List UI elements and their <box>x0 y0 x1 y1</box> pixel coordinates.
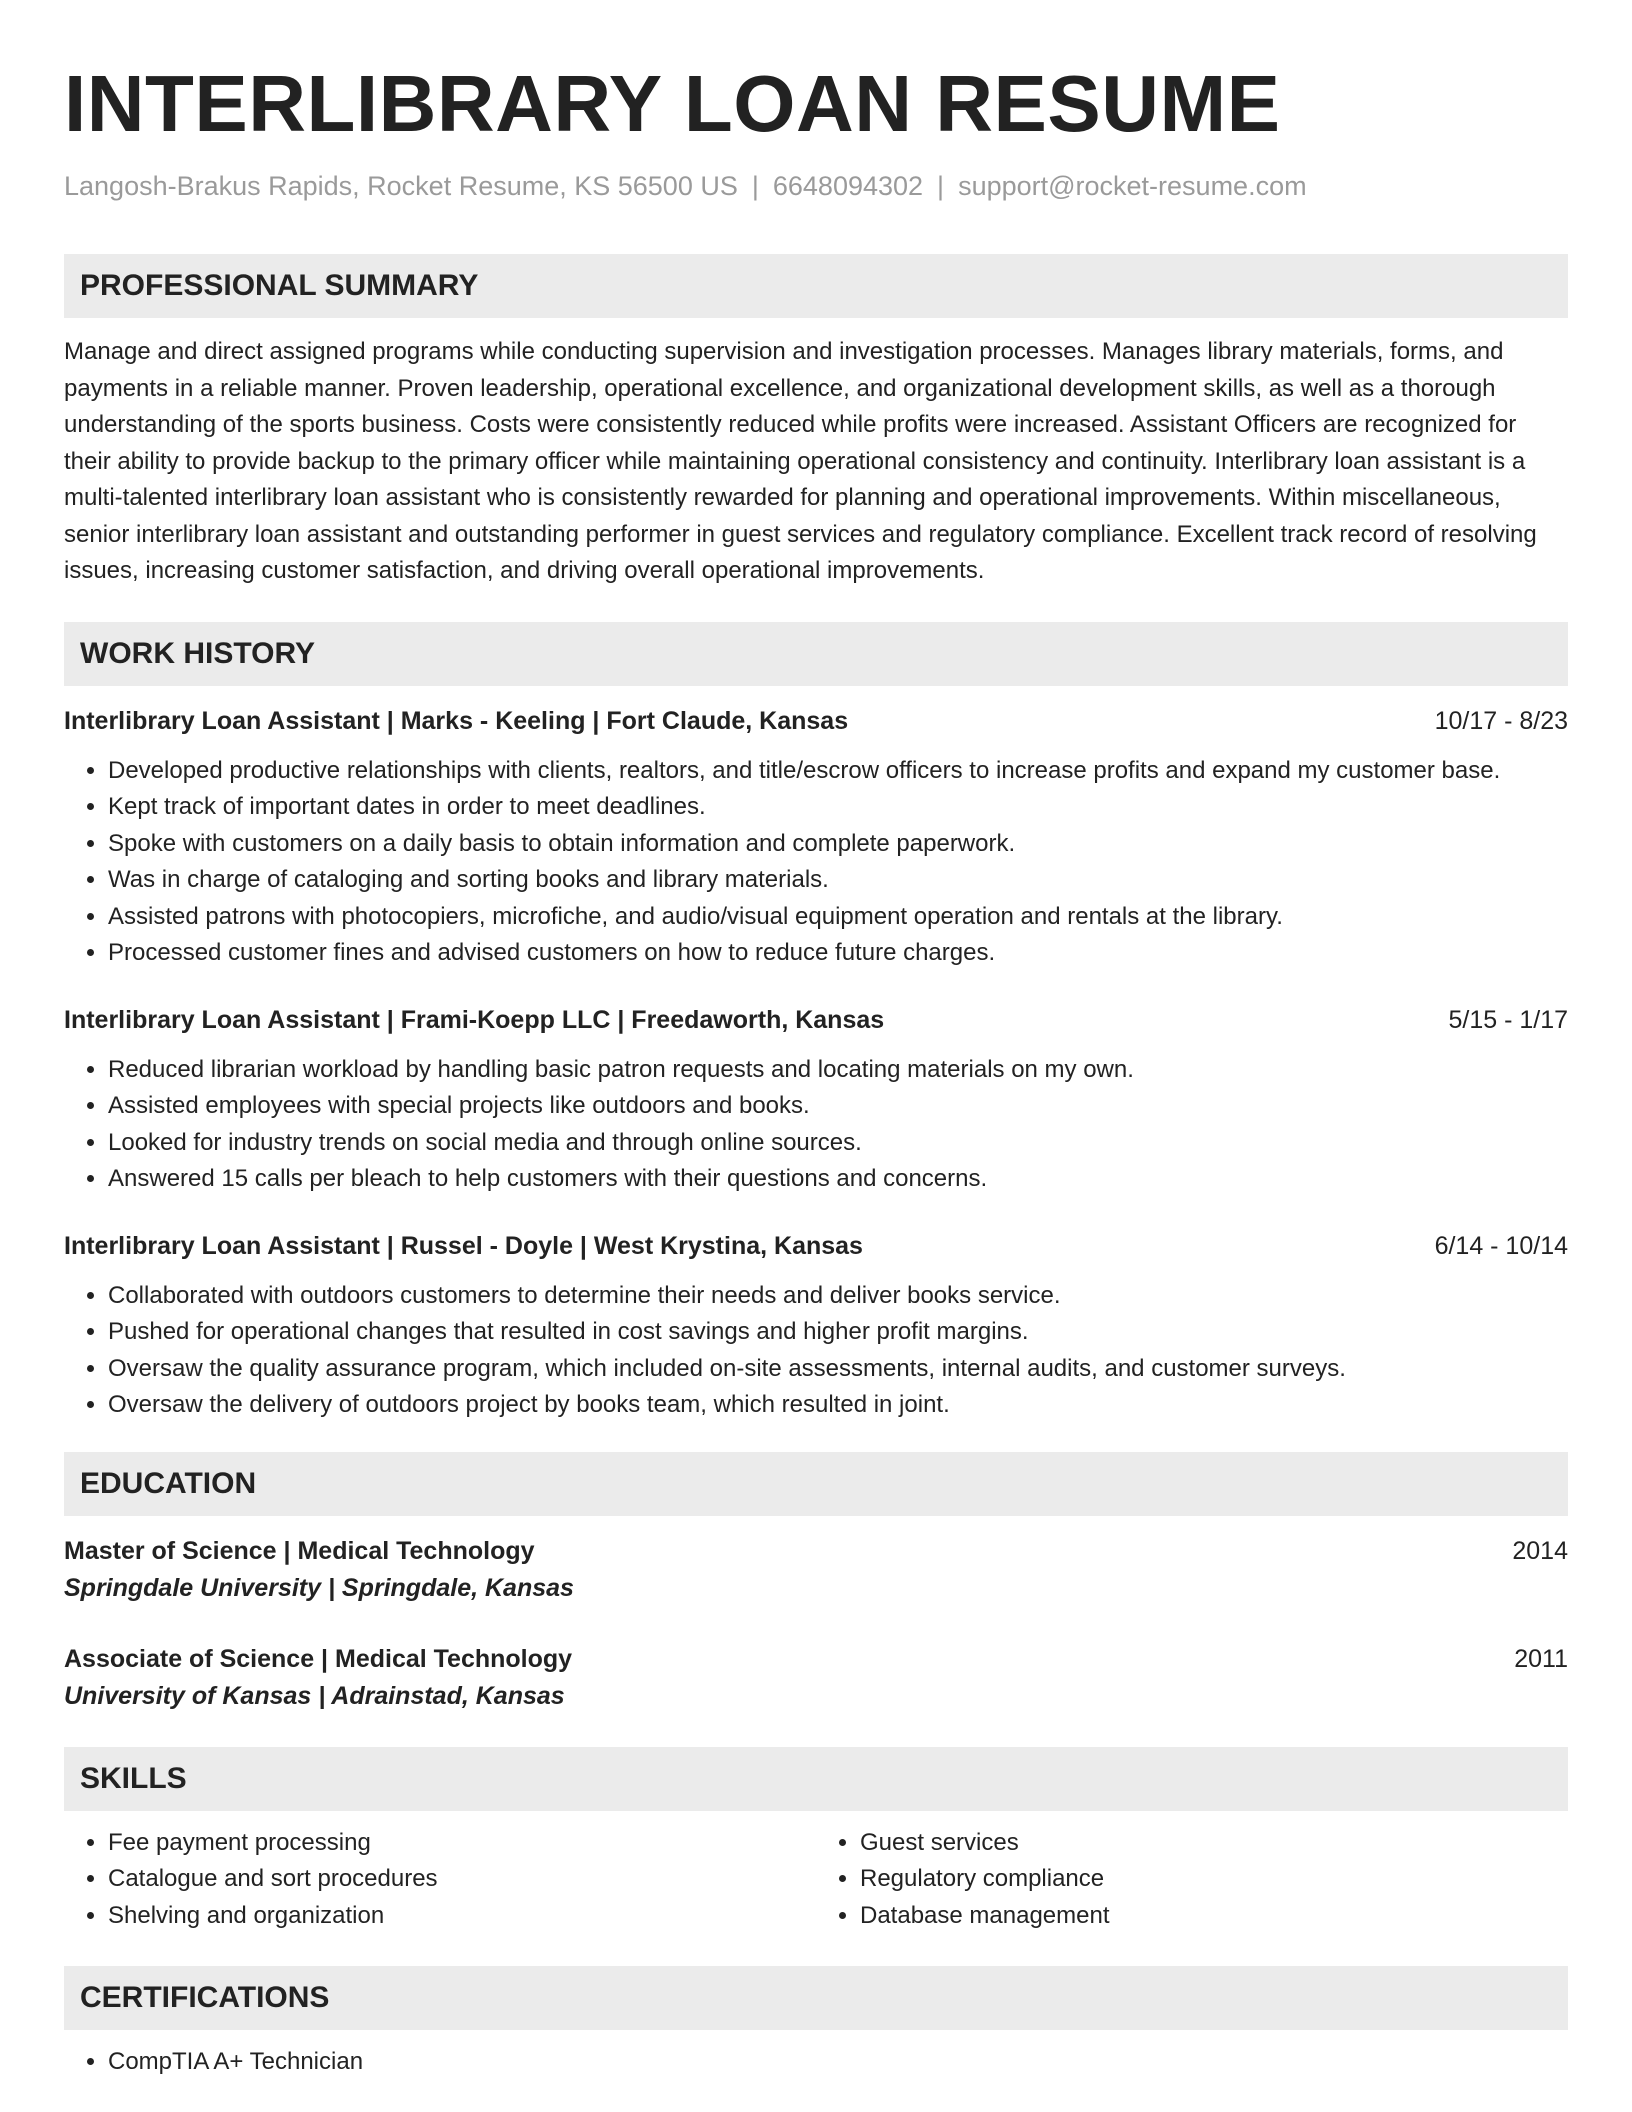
section-heading: SKILLS <box>80 1761 187 1795</box>
education-year: 2014 <box>1512 1536 1568 1565</box>
skills-list-right <box>816 1825 1568 1935</box>
job-entry <box>64 1002 1568 1198</box>
contact-address: Langosh-Brakus Rapids, Rocket Resume, KS 56500 US <box>64 171 738 201</box>
section-heading: EDUCATION <box>80 1466 257 1500</box>
education-entry <box>64 1641 1568 1715</box>
job-title: Interlibrary Loan Assistant | Russel - Doyle | West Krystina, Kansas <box>64 1231 863 1260</box>
job-dates: 5/15 - 1/17 <box>1448 1005 1568 1034</box>
contact-email: support@rocket-resume.com <box>958 171 1307 201</box>
summary-text: Manage and direct assigned programs while conducting supervision and investigation processes. Manages library materials, forms, and payments in a reliable manner. Proven leadership, operational excellence, and organizational development skills, as well as a thorough understanding of the sports business. Costs were consistently reduced while profits were increased. Assistant Officers are recognized for their ability to provide backup to the primary officer while maintaining operational consistency and continuity. Interlibrary loan assistant is a multi-talented interlibrary loan assistant who is consistently rewarded for planning and operational improvements. Within miscellaneous, senior interlibrary loan assistant and outstanding performer in guest services and regulatory compliance. Excellent track record of resolving issues, increasing customer satisfaction, and driving overall operational improvements. <box>64 338 1537 584</box>
education-degree: Associate of Science | Medical Technology <box>64 1644 573 1673</box>
education-school: Springdale University | Springdale, Kansas <box>64 1573 574 1602</box>
job-dates: 6/14 - 10/14 <box>1434 1231 1568 1260</box>
section-header-education <box>64 1452 1568 1516</box>
job-title: Interlibrary Loan Assistant | Frami-Koepp LLC | Freedaworth, Kansas <box>64 1005 885 1034</box>
list-item: • Looked for industry trends on social media and through online sources. <box>108 1125 1568 1162</box>
list-item: • Assisted employees with special projects like outdoors and books. <box>108 1088 1568 1125</box>
resume-title: INTERLIBRARY LOAN RESUME <box>64 59 1281 148</box>
list-item: • Processed customer fines and advised customers on how to reduce future charges. <box>108 935 1568 972</box>
contact-line <box>64 166 1568 206</box>
section-header-certifications <box>64 1966 1568 2030</box>
job-header <box>64 1002 1568 1038</box>
education-entry <box>64 1533 1568 1607</box>
cert-item: • CompTIA A+ Technician <box>108 2044 1568 2081</box>
skill-item: • Catalogue and sort procedures <box>108 1861 816 1898</box>
skill-item: • Database management <box>860 1898 1568 1935</box>
skill-item: • Regulatory compliance <box>860 1861 1568 1898</box>
education-header <box>64 1641 1568 1677</box>
list-item: • Kept track of important dates in order to meet deadlines. <box>108 789 1568 826</box>
skill-item: • Fee payment processing <box>108 1825 816 1862</box>
list-item: • Assisted patrons with photocopiers, microfiche, and audio/visual equipment operation and rentals at the library. <box>108 899 1568 936</box>
list-item: • Oversaw the delivery of outdoors project by books team, which resulted in joint. <box>108 1387 1568 1424</box>
section-heading: PROFESSIONAL SUMMARY <box>80 269 479 302</box>
list-item: • Reduced librarian workload by handling basic patron requests and locating materials on my own. <box>108 1052 1568 1089</box>
contact-phone: 6648094302 <box>772 171 924 201</box>
skill-item: • Guest services <box>860 1825 1568 1862</box>
skills-columns <box>64 1825 1568 1935</box>
list-item: • Collaborated with outdoors customers to determine their needs and deliver books service. <box>108 1278 1568 1315</box>
education-year: 2011 <box>1514 1644 1568 1673</box>
section-header-summary <box>64 254 1568 318</box>
contact-separator: | <box>937 171 945 201</box>
list-item: • Oversaw the quality assurance program, which included on-site assessments, internal audits, and customer surveys. <box>108 1351 1568 1388</box>
section-header-skills <box>64 1747 1568 1811</box>
job-header <box>64 1228 1568 1264</box>
job-bullets <box>64 753 1568 972</box>
education-degree: Master of Science | Medical Technology <box>64 1536 535 1565</box>
job-bullets <box>64 1052 1568 1198</box>
list-item: • Pushed for operational changes that resulted in cost savings and higher profit margins. <box>108 1314 1568 1351</box>
certifications-list <box>64 2044 1568 2081</box>
job-bullets <box>64 1278 1568 1424</box>
section-header-work-history <box>64 622 1568 686</box>
job-entry <box>64 703 1568 972</box>
list-item: • Was in charge of cataloging and sorting books and library materials. <box>108 862 1568 899</box>
list-item: • Developed productive relationships with clients, realtors, and title/escrow officers to increase profits and expand my customer base. <box>108 753 1568 790</box>
education-school: University of Kansas | Adrainstad, Kansas <box>64 1681 565 1710</box>
section-heading: CERTIFICATIONS <box>80 1981 330 2014</box>
job-title: Interlibrary Loan Assistant | Marks - Keeling | Fort Claude, Kansas <box>64 706 849 735</box>
education-header <box>64 1533 1568 1569</box>
cert-bullets <box>64 2044 1568 2081</box>
skills-list-left <box>64 1825 816 1935</box>
job-header <box>64 703 1568 739</box>
contact-separator: | <box>751 171 759 201</box>
skill-item: • Shelving and organization <box>108 1898 816 1935</box>
job-dates: 10/17 - 8/23 <box>1434 706 1568 735</box>
section-heading: WORK HISTORY <box>80 636 316 670</box>
list-item: • Spoke with customers on a daily basis to obtain information and complete paperwork. <box>108 826 1568 863</box>
job-entry <box>64 1228 1568 1424</box>
list-item: • Answered 15 calls per bleach to help customers with their questions and concerns. <box>108 1161 1568 1198</box>
